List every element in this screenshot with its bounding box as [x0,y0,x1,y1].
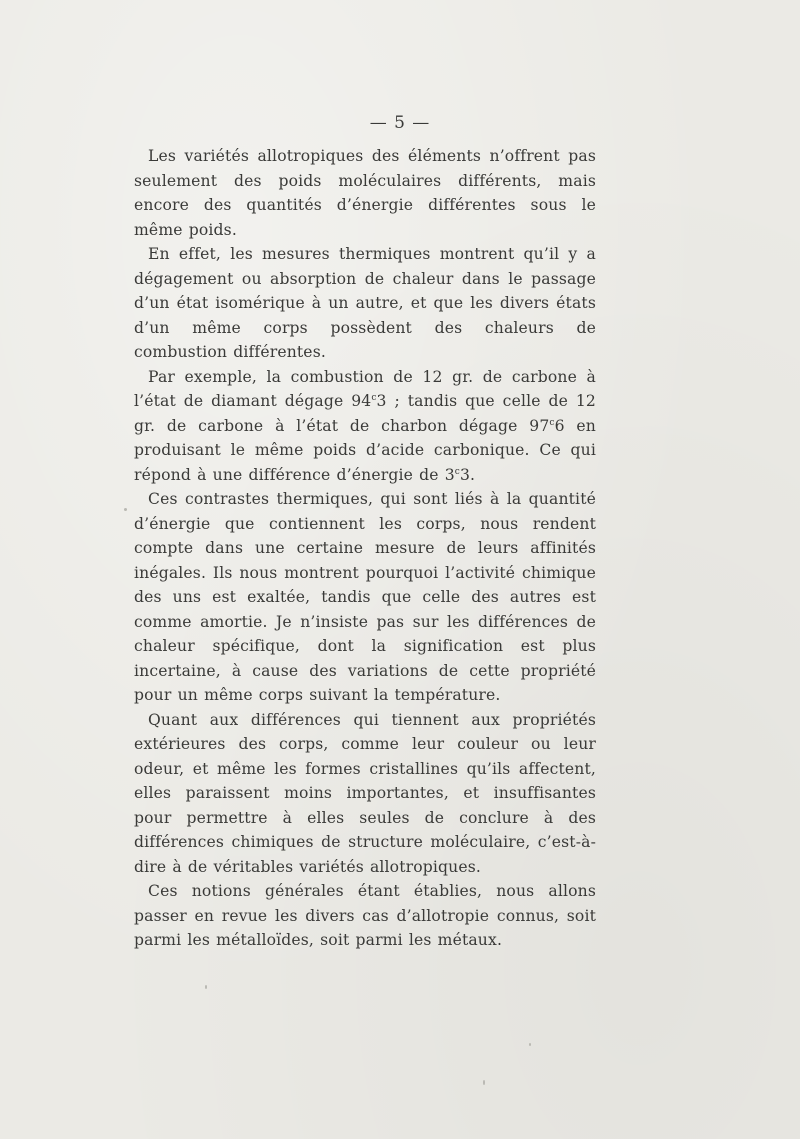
paragraph-3 [134,365,596,488]
superscript-c-1: c [371,393,377,403]
superscript-c-2: c [549,417,555,428]
paper-speck [529,1043,531,1046]
superscript-c-3: c [454,466,460,477]
paragraph-4: Ces contrastes thermiques, qui sont liés à la quantité d’énergie que contiennent les corps, nous rendent compte dans une certaine mesure de leurs affinités inégales. Ils nous montrent pourquoi l’activité chimique des uns est exaltée, tandis que celle des autres est comme amortie. Je n’insiste pas sur les différences de chaleur spécifique, dont la signification est plus incertaine, à cause des variations de cette propriété pour un même corps suivant la température. [134,490,596,704]
paragraph-3-part-1: Par exemple, la combustion de 12 gr. de carbone à l’état de diamant dégage 94 [134,367,596,410]
paper-speck [205,985,207,989]
paragraph-3-part-3: 6 en produisant le même poids d’acide carbonique. Ce qui répond à une différence d’énergie de 3 [134,416,597,484]
paragraph-6: Ces notions générales étant établies, nous allons passer en revue les divers cas d’allotropie connus, soit parmi les métalloïdes, soit parmi les métaux. [134,882,596,949]
body-text [134,144,596,953]
paper-speck [483,1080,485,1085]
paragraph-3-part-2: 3 ; tandis que celle de 12 gr. de carbone à l’état de charbon dégage 97 [134,392,596,435]
paper-speck [124,508,127,511]
paragraph-1: Les variétés allotropiques des éléments n’offrent pas seulement des poids moléculaires différents, mais encore des quantités d’énergie différentes sous le même poids. [134,147,596,239]
paragraph-2: En effet, les mesures thermiques montrent qu’il y a dégagement ou absorption de chaleur dans le passage d’un état isomérique à un autre, et que les divers états d’un même corps possèdent des chaleurs de combustion différentes. [134,245,596,361]
paragraph-3-part-4: 3. [459,465,476,484]
paragraph-5: Quant aux différences qui tiennent aux propriétés extérieures des corps, comme leur couleur ou leur odeur, et même les formes cristallines qu’ils affectent, elles paraissent moins importantes, et insuffisantes pour permettre à elles seules de conclure à des différences chimiques de structure moléculaire, c’est-à-dire à de véritables variétés allotropiques. [134,710,596,876]
page-number: — 5 — [369,113,431,133]
